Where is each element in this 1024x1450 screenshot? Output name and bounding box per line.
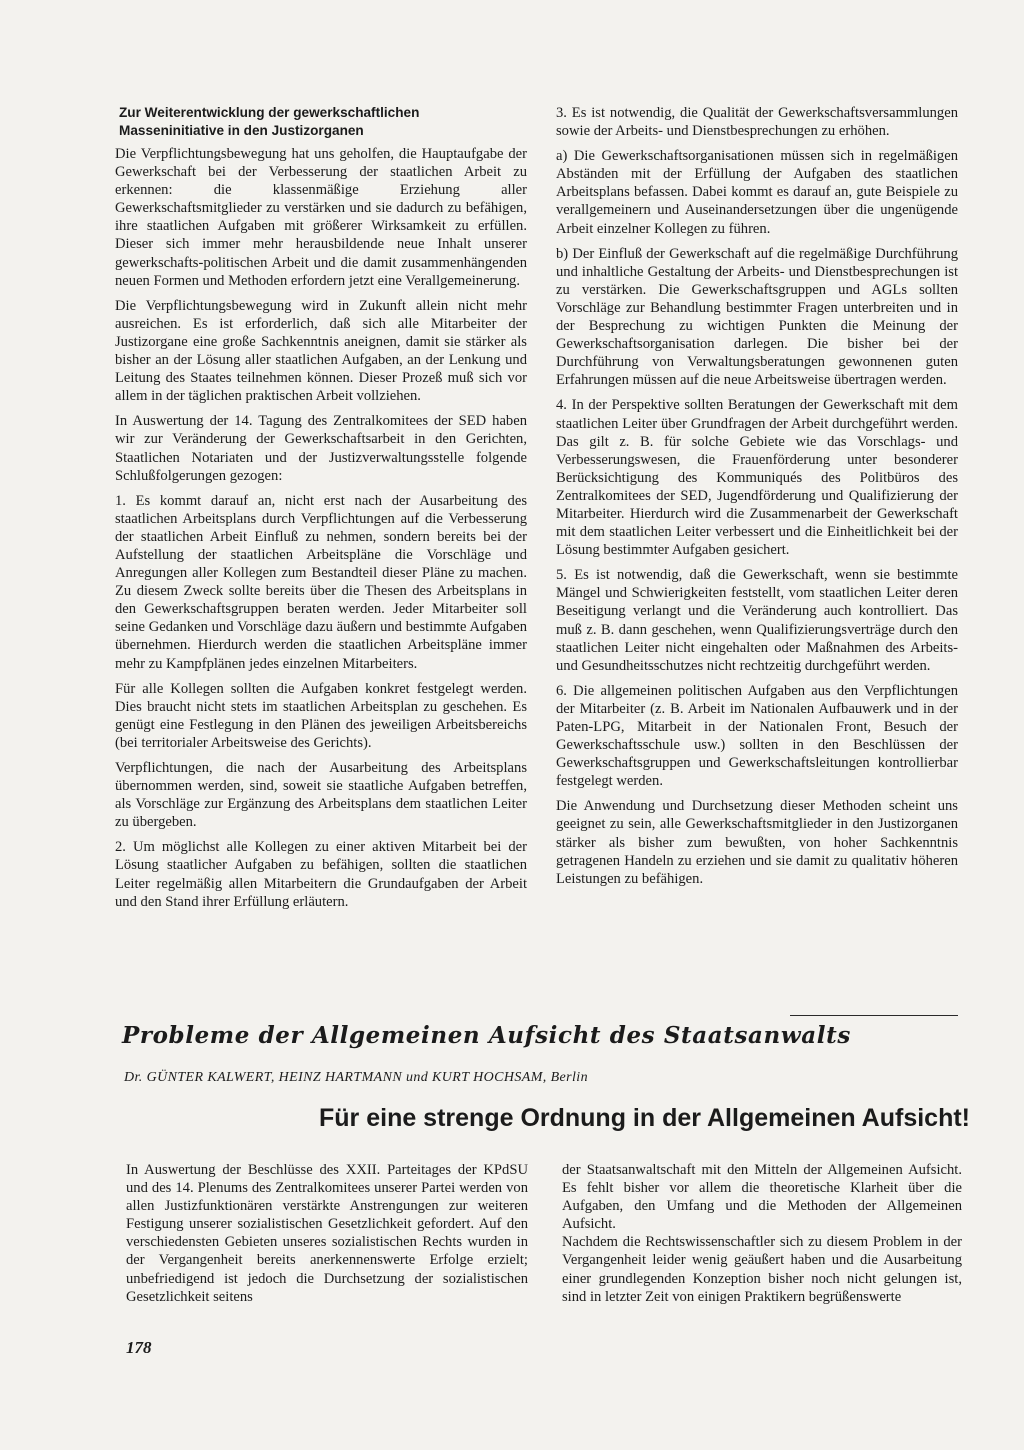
article-title: Für eine strenge Ordnung in der Allgemeinen Aufsicht! [319, 1104, 970, 1132]
paragraph: Nachdem die Rechtswissenschaftler sich zu diesem Problem in der Vergangenheit leider wenig geäußert haben und die Ausarbeitung einer grundlegenden Konzeption bisher noch nicht gelungen ist, sind in letzter Zeit von einigen Praktikern begrüßenswerte [562, 1234, 962, 1305]
paragraph: Für alle Kollegen sollten die Aufgaben konkret festgelegt werden. Dies braucht nicht stets im staatlichen Arbeitsplan zu geschehen. Es genügt eine Festlegung in den Plänen des jeweiligen Arbeitsbereichs (bei territorialer Arbeitsweise des Gerichts). [115, 680, 527, 751]
paragraph: Die Verpflichtungsbewegung hat uns geholfen, die Hauptaufgabe der Gewerkschaft bei der Verbesserung der staatlichen Arbeit zu erkennen: die klassenmäßige Erziehung aller Gewerkschaftsmitglieder zu verstärken und sie dadurch zu befähigen, ihre staatlichen Aufgaben mit größerer Wirksamkeit zu erfüllen. Dieser sich immer mehr herausbildende neue Inhalt unserer gewerkschafts-politischen Arbeit und die damit zusammenhängenden neuen Formen und Methoden erfordern jetzt eine Verallgemeinerung. [115, 146, 527, 289]
paragraph: 5. Es ist notwendig, daß die Gewerkschaft, wenn sie bestimmte Mängel und Schwierigkeiten feststellt, vom staatlichen Leiter deren Beseitigung verlangt und die Veränderung auch kontrolliert. Das muß z. B. dann geschehen, wenn Qualifizierungsverträge durch den staatlichen Leiter nicht eingehalten oder Maßnahmen des Arbeits- und Gesundheitsschutzes nicht rechtzeitig durchgeführt werden. [556, 567, 958, 674]
paragraph: 4. In der Perspektive sollten Beratungen der Gewerkschaft mit dem staatlichen Leiter über Grundfragen der Arbeit durchgeführt werden. Das gilt z. B. für solche Gebiete wie das Vorschlags- und Verbesserungswesen, die Frauenförderung unter besonderer Berücksichtigung des Kommuniqués des Politbüros des Zentralkomitees der SED, Jugendförderung und Qualifizierung der Mitarbeiter. Hierdurch wird die Zusammenarbeit der Gewerkschaft mit dem staatlichen Leiter verbessert und die Einheitlichkeit bei der Lösung bestimmter Aufgaben gesichert. [556, 397, 958, 559]
paragraph: Verpflichtungen, die nach der Ausarbeitung des Arbeitsplans übernommen werden, sind, soweit sie staatliche Aufgaben betreffen, als Vorschläge zur Ergänzung des Arbeitsplans dem staatlichen Leiter zu übergeben. [115, 760, 527, 831]
left-text-column [115, 104, 527, 918]
paragraph: 3. Es ist notwendig, die Qualität der Gewerkschaftsversammlungen sowie der Arbeits- und Dienstbesprechungen zu erhöhen. [556, 105, 958, 140]
paragraph: a) Die Gewerkschaftsorganisationen müssen sich in regelmäßigen Abständen mit der Erfüllung der Aufgaben des staatlichen Arbeitsplans befassen. Dabei kommt es darauf an, gute Beispiele zu verallgemeinern und Auseinandersetzungen über die ungenügende Arbeit einzelner Kollegen zu führen. [556, 148, 958, 237]
paragraph: b) Der Einfluß der Gewerkschaft auf die regelmäßige Durchführung und inhaltliche Gestaltung der Arbeits- und Dienstbesprechungen ist zu verstärken. Die Gewerkschaftsgruppen und AGLs sollten Vorschläge zur Behandlung bestimmter Fragen unterbreiten und in der Besprechung zu wichtigen Punkten die Meinung der Gewerkschaftsorganisation darlegen. Die bisher bei der Durchführung von Verwaltungsberatungen gewonnenen guten Erfahrungen müssen auf die neue Arbeitsweise übertragen werden. [556, 245, 958, 389]
paragraph: 6. Die allgemeinen politischen Aufgaben aus den Verpflichtungen der Mitarbeiter (z. B. Arbeit im Nationalen Aufbauwerk und in der Paten-LPG, Mitarbeit in der Nationalen Front, Besuch der Gewerkschaftsschule usw.) sollten in den Beschlüssen der Gewerkschaftsgruppen und Gewerkschaftsleitungen kontrollierbar festgelegt werden. [556, 682, 958, 790]
paragraph: In Auswertung der Beschlüsse des XXII. Parteitages der KPdSU und des 14. Plenums des Zentralkomitees unserer Partei werden von allen Justizfunktionären verstärkte Anstrengungen zur weiteren Festigung unserer sozialistischen Gesetzlichkeit gefordert. Auf den verschiedensten Gebieten unseres sozialistischen Rechts wurden in der Vergangenheit bereits anerkennenswerte Erfolge erzielt; unbefriedigend ist jedoch die Durchsetzung der sozialistischen Gesetzlichkeit seitens [126, 1162, 528, 1305]
section-divider [790, 1015, 958, 1016]
paragraph: 2. Um möglichst alle Kollegen zu einer aktiven Mitarbeit bei der Lösung staatlicher Aufgaben zu befähigen, sollten die staatlichen Leiter regelmäßig allen Mitarbeitern die Grundaufgaben der Arbeit und den Stand ihrer Erfüllung erläutern. [115, 839, 527, 910]
article-authors: Dr. GÜNTER KALWERT, HEINZ HARTMANN und KURT HOCHSAM, Berlin [124, 1070, 588, 1085]
paragraph: 1. Es kommt darauf an, nicht erst nach der Ausarbeitung des staatlichen Arbeitsplans durch Verpflichtungen auf die Verbesserung der staatlichen Arbeit Einfluß zu nehmen, sondern bereits bei der Aufstellung der staatlichen Arbeitspläne die Vorschläge und Anregungen aller Kollegen zum Bestandteil dieser Pläne zu machen. Zu diesem Zweck sollte bereits über die Thesen des Arbeitsplans in den Gewerkschaftsgruppen beraten werden. Jeder Mitarbeiter soll seine Gedanken und Vorschläge dazu äußern und bestimmte Aufgaben übernehmen. Hierdurch werden die staatlichen Arbeitspläne immer mehr zu Kampfplänen jedes einzelnen Mitarbeiters. [115, 492, 527, 672]
section-title: Probleme der Allgemeinen Aufsicht des Staatsanwalts [122, 1022, 851, 1049]
article-right-column [562, 1161, 962, 1313]
article-left-column [126, 1161, 528, 1313]
paragraph: Die Anwendung und Durchsetzung dieser Methoden scheint uns geeignet zu sein, alle Gewerkschaftsmitglieder in den Justizorganen stärker als bisher zum bewußten, von hoher Sachkenntnis getragenen Handeln zu erziehen und sie damit zu qualitativ höheren Leistungen zu befähigen. [556, 798, 958, 887]
paragraph: Die Verpflichtungsbewegung wird in Zukunft allein nicht mehr ausreichen. Es ist erforderlich, daß sich alle Mitarbeiter der Justizorgane eine große Sachkenntnis aneignen, damit sie stärker als bisher an der Lösung aller staatlichen Aufgaben, an der Lenkung und Leitung des Staates teilnehmen können. Dieser Prozeß muß sich vor allem in der täglichen praktischen Arbeit vollziehen. [115, 297, 527, 405]
subsection-heading: Zur Weiterentwicklung der gewerkschaftlichen Masseninitiative in den Justizorganen [119, 105, 420, 138]
page-number: 178 [126, 1338, 152, 1357]
paragraph: der Staatsanwaltschaft mit den Mitteln der Allgemeinen Aufsicht. Es fehlt bisher vor allem die theoretische Klarheit über die Aufgaben, den Umfang und die Methoden der Allgemeinen Aufsicht. [562, 1162, 962, 1233]
right-text-column [556, 104, 958, 895]
paragraph: In Auswertung der 14. Tagung des Zentralkomitees der SED haben wir zur Veränderung der Gewerkschaftsarbeit in den Gerichten, Staatlichen Notariaten und der Justizverwaltungsstelle folgende Schlußfolgerungen gezogen: [115, 413, 527, 484]
